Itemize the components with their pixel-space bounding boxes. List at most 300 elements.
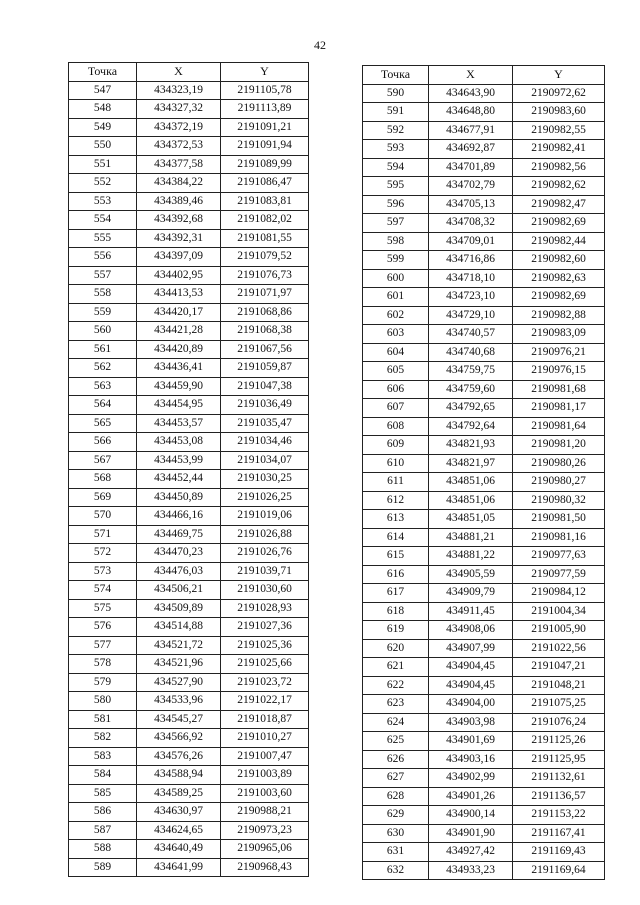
table-row — [363, 473, 605, 492]
point-number-cell: 630 — [363, 824, 429, 843]
y-coordinate-cell: 2191086,47 — [221, 174, 309, 193]
x-coordinate-cell: 434933,23 — [429, 861, 513, 880]
y-coordinate-cell: 2191025,36 — [221, 636, 309, 655]
y-coordinate-cell: 2191068,38 — [221, 322, 309, 341]
point-number-cell: 622 — [363, 676, 429, 695]
table-row — [363, 380, 605, 399]
y-coordinate-cell: 2190982,62 — [513, 177, 605, 196]
table-row — [363, 103, 605, 122]
y-coordinate-cell: 2190980,32 — [513, 491, 605, 510]
y-coordinate-cell: 2190983,60 — [513, 103, 605, 122]
y-coordinate-cell: 2191048,21 — [513, 676, 605, 695]
x-coordinate-cell: 434521,96 — [137, 655, 221, 674]
y-coordinate-cell: 2190982,69 — [513, 214, 605, 233]
point-number-cell: 585 — [69, 784, 137, 803]
point-number-cell: 593 — [363, 140, 429, 159]
table-header-row — [69, 63, 309, 82]
point-number-cell: 571 — [69, 525, 137, 544]
x-coordinate-cell: 434566,92 — [137, 729, 221, 748]
y-coordinate-cell: 2191075,25 — [513, 695, 605, 714]
x-coordinate-cell: 434903,98 — [429, 713, 513, 732]
x-coordinate-cell: 434740,68 — [429, 343, 513, 362]
table-row — [69, 359, 309, 378]
x-coordinate-cell: 434506,21 — [137, 581, 221, 600]
y-coordinate-cell: 2191022,17 — [221, 692, 309, 711]
point-number-cell: 580 — [69, 692, 137, 711]
y-coordinate-cell: 2191105,78 — [221, 81, 309, 100]
x-coordinate-cell: 434643,90 — [429, 84, 513, 103]
x-coordinate-cell: 434372,53 — [137, 137, 221, 156]
y-coordinate-cell: 2190973,23 — [221, 821, 309, 840]
point-number-cell: 607 — [363, 399, 429, 418]
table-row — [363, 362, 605, 381]
table-row — [363, 491, 605, 510]
point-number-cell: 573 — [69, 562, 137, 581]
table-row — [69, 340, 309, 359]
point-number-cell: 621 — [363, 658, 429, 677]
point-number-cell: 623 — [363, 695, 429, 714]
point-number-cell: 631 — [363, 843, 429, 862]
point-number-cell: 591 — [363, 103, 429, 122]
header-point: Точка — [363, 66, 429, 85]
table-row — [363, 214, 605, 233]
point-number-cell: 562 — [69, 359, 137, 378]
x-coordinate-cell: 434392,31 — [137, 229, 221, 248]
y-coordinate-cell: 2191035,47 — [221, 414, 309, 433]
table-row — [69, 840, 309, 859]
y-coordinate-cell: 2191079,52 — [221, 248, 309, 267]
table-row — [69, 229, 309, 248]
point-number-cell: 613 — [363, 510, 429, 529]
table-row — [69, 414, 309, 433]
y-coordinate-cell: 2191047,21 — [513, 658, 605, 677]
x-coordinate-cell: 434729,10 — [429, 306, 513, 325]
point-number-cell: 551 — [69, 155, 137, 174]
table-row — [69, 470, 309, 489]
table-row — [363, 806, 605, 825]
point-number-cell: 594 — [363, 158, 429, 177]
point-number-cell: 572 — [69, 544, 137, 563]
y-coordinate-cell: 2190981,68 — [513, 380, 605, 399]
table-row — [69, 303, 309, 322]
table-row — [69, 858, 309, 877]
table-row — [69, 636, 309, 655]
x-coordinate-cell: 434908,06 — [429, 621, 513, 640]
x-coordinate-cell: 434792,65 — [429, 399, 513, 418]
x-coordinate-cell: 434708,32 — [429, 214, 513, 233]
table-row — [363, 565, 605, 584]
y-coordinate-cell: 2191026,88 — [221, 525, 309, 544]
x-coordinate-cell: 434904,45 — [429, 676, 513, 695]
y-coordinate-cell: 2191004,34 — [513, 602, 605, 621]
y-coordinate-cell: 2190982,69 — [513, 288, 605, 307]
x-coordinate-cell: 434470,23 — [137, 544, 221, 563]
y-coordinate-cell: 2191034,46 — [221, 433, 309, 452]
x-coordinate-cell: 434469,75 — [137, 525, 221, 544]
point-number-cell: 577 — [69, 636, 137, 655]
table-row — [363, 602, 605, 621]
point-number-cell: 557 — [69, 266, 137, 285]
x-coordinate-cell: 434640,49 — [137, 840, 221, 859]
point-number-cell: 549 — [69, 118, 137, 137]
x-coordinate-cell: 434576,26 — [137, 747, 221, 766]
y-coordinate-cell: 2191007,47 — [221, 747, 309, 766]
point-number-cell: 556 — [69, 248, 137, 267]
point-number-cell: 632 — [363, 861, 429, 880]
x-coordinate-cell: 434392,68 — [137, 211, 221, 230]
point-number-cell: 547 — [69, 81, 137, 100]
point-number-cell: 561 — [69, 340, 137, 359]
point-number-cell: 558 — [69, 285, 137, 304]
y-coordinate-cell: 2190968,43 — [221, 858, 309, 877]
y-coordinate-cell: 2191018,87 — [221, 710, 309, 729]
y-coordinate-cell: 2190984,12 — [513, 584, 605, 603]
x-coordinate-cell: 434453,99 — [137, 451, 221, 470]
point-number-cell: 601 — [363, 288, 429, 307]
y-coordinate-cell: 2191003,89 — [221, 766, 309, 785]
table-row — [69, 137, 309, 156]
point-number-cell: 610 — [363, 454, 429, 473]
point-number-cell: 574 — [69, 581, 137, 600]
table-row — [363, 343, 605, 362]
x-coordinate-cell: 434821,97 — [429, 454, 513, 473]
y-coordinate-cell: 2191169,43 — [513, 843, 605, 862]
point-number-cell: 567 — [69, 451, 137, 470]
x-coordinate-cell: 434904,45 — [429, 658, 513, 677]
table-row — [69, 248, 309, 267]
x-coordinate-cell: 434327,32 — [137, 100, 221, 119]
x-coordinate-cell: 434677,91 — [429, 121, 513, 140]
x-coordinate-cell: 434705,13 — [429, 195, 513, 214]
y-coordinate-cell: 2190976,15 — [513, 362, 605, 381]
x-coordinate-cell: 434459,90 — [137, 377, 221, 396]
table-row — [363, 121, 605, 140]
table-row — [69, 451, 309, 470]
table-row — [69, 266, 309, 285]
page-number: 42 — [314, 38, 326, 52]
point-number-cell: 616 — [363, 565, 429, 584]
x-coordinate-cell: 434723,10 — [429, 288, 513, 307]
y-coordinate-cell: 2190980,26 — [513, 454, 605, 473]
y-coordinate-cell: 2191030,60 — [221, 581, 309, 600]
table-row — [69, 710, 309, 729]
table-row — [363, 140, 605, 159]
header-point: Точка — [69, 63, 137, 82]
y-coordinate-cell: 2191125,95 — [513, 750, 605, 769]
y-coordinate-cell: 2191022,56 — [513, 639, 605, 658]
table-row — [69, 488, 309, 507]
point-number-cell: 565 — [69, 414, 137, 433]
y-coordinate-cell: 2191005,90 — [513, 621, 605, 640]
x-coordinate-cell: 434509,89 — [137, 599, 221, 618]
table-row — [363, 528, 605, 547]
y-coordinate-cell: 2191047,38 — [221, 377, 309, 396]
y-coordinate-cell: 2191023,72 — [221, 673, 309, 692]
table-row — [363, 769, 605, 788]
point-number-cell: 582 — [69, 729, 137, 748]
point-number-cell: 560 — [69, 322, 137, 341]
point-number-cell: 603 — [363, 325, 429, 344]
x-coordinate-cell: 434900,14 — [429, 806, 513, 825]
point-number-cell: 584 — [69, 766, 137, 785]
x-coordinate-cell: 434521,72 — [137, 636, 221, 655]
x-coordinate-cell: 434759,60 — [429, 380, 513, 399]
x-coordinate-cell: 434624,65 — [137, 821, 221, 840]
table-row — [69, 433, 309, 452]
point-number-cell: 615 — [363, 547, 429, 566]
x-coordinate-cell: 434911,45 — [429, 602, 513, 621]
table-row — [363, 325, 605, 344]
table-row — [363, 510, 605, 529]
point-number-cell: 559 — [69, 303, 137, 322]
point-number-cell: 618 — [363, 602, 429, 621]
point-number-cell: 625 — [363, 732, 429, 751]
x-coordinate-cell: 434927,42 — [429, 843, 513, 862]
table-row — [69, 618, 309, 637]
table-row — [363, 454, 605, 473]
table-row — [69, 322, 309, 341]
table-row — [363, 177, 605, 196]
x-coordinate-cell: 434821,93 — [429, 436, 513, 455]
y-coordinate-cell: 2190965,06 — [221, 840, 309, 859]
point-number-cell: 627 — [363, 769, 429, 788]
point-number-cell: 596 — [363, 195, 429, 214]
point-number-cell: 611 — [363, 473, 429, 492]
x-coordinate-cell: 434453,57 — [137, 414, 221, 433]
y-coordinate-cell: 2191167,41 — [513, 824, 605, 843]
table-row — [363, 306, 605, 325]
table-row — [69, 100, 309, 119]
x-coordinate-cell: 434740,57 — [429, 325, 513, 344]
y-coordinate-cell: 2190982,56 — [513, 158, 605, 177]
table-row — [363, 547, 605, 566]
x-coordinate-cell: 434420,89 — [137, 340, 221, 359]
y-coordinate-cell: 2191153,22 — [513, 806, 605, 825]
y-coordinate-cell: 2191076,24 — [513, 713, 605, 732]
table-header-row — [363, 66, 605, 85]
point-number-cell: 578 — [69, 655, 137, 674]
x-coordinate-cell: 434514,88 — [137, 618, 221, 637]
x-coordinate-cell: 434630,97 — [137, 803, 221, 822]
y-coordinate-cell: 2190981,20 — [513, 436, 605, 455]
x-coordinate-cell: 434907,99 — [429, 639, 513, 658]
table-row — [363, 676, 605, 695]
x-coordinate-cell: 434323,19 — [137, 81, 221, 100]
x-coordinate-cell: 434648,80 — [429, 103, 513, 122]
x-coordinate-cell: 434901,69 — [429, 732, 513, 751]
table-row — [363, 84, 605, 103]
y-coordinate-cell: 2190982,41 — [513, 140, 605, 159]
x-coordinate-cell: 434905,59 — [429, 565, 513, 584]
point-number-cell: 548 — [69, 100, 137, 119]
point-number-cell: 575 — [69, 599, 137, 618]
x-coordinate-cell: 434902,99 — [429, 769, 513, 788]
y-coordinate-cell: 2191067,56 — [221, 340, 309, 359]
table-row — [69, 211, 309, 230]
point-number-cell: 608 — [363, 417, 429, 436]
y-coordinate-cell: 2190982,44 — [513, 232, 605, 251]
point-number-cell: 602 — [363, 306, 429, 325]
y-coordinate-cell: 2191125,26 — [513, 732, 605, 751]
table-row — [363, 232, 605, 251]
point-number-cell: 617 — [363, 584, 429, 603]
point-number-cell: 587 — [69, 821, 137, 840]
table-row — [363, 584, 605, 603]
x-coordinate-cell: 434389,46 — [137, 192, 221, 211]
y-coordinate-cell: 2191071,97 — [221, 285, 309, 304]
table-row — [69, 155, 309, 174]
point-number-cell: 595 — [363, 177, 429, 196]
table-row — [363, 787, 605, 806]
point-number-cell: 588 — [69, 840, 137, 859]
table-row — [69, 192, 309, 211]
x-coordinate-cell: 434384,22 — [137, 174, 221, 193]
y-coordinate-cell: 2190982,88 — [513, 306, 605, 325]
y-coordinate-cell: 2190977,63 — [513, 547, 605, 566]
table-row — [363, 251, 605, 270]
x-coordinate-cell: 434413,53 — [137, 285, 221, 304]
x-coordinate-cell: 434701,89 — [429, 158, 513, 177]
y-coordinate-cell: 2191010,27 — [221, 729, 309, 748]
x-coordinate-cell: 434759,75 — [429, 362, 513, 381]
header-x: X — [429, 66, 513, 85]
x-coordinate-cell: 434545,27 — [137, 710, 221, 729]
y-coordinate-cell: 2191039,71 — [221, 562, 309, 581]
header-y: Y — [513, 66, 605, 85]
point-number-cell: 576 — [69, 618, 137, 637]
x-coordinate-cell: 434421,28 — [137, 322, 221, 341]
point-number-cell: 563 — [69, 377, 137, 396]
y-coordinate-cell: 2191089,99 — [221, 155, 309, 174]
y-coordinate-cell: 2190981,64 — [513, 417, 605, 436]
table-row — [69, 174, 309, 193]
x-coordinate-cell: 434909,79 — [429, 584, 513, 603]
x-coordinate-cell: 434588,94 — [137, 766, 221, 785]
point-number-cell: 629 — [363, 806, 429, 825]
table-row — [69, 118, 309, 137]
point-number-cell: 590 — [363, 84, 429, 103]
x-coordinate-cell: 434792,64 — [429, 417, 513, 436]
point-number-cell: 581 — [69, 710, 137, 729]
table-row — [363, 658, 605, 677]
x-coordinate-cell: 434881,22 — [429, 547, 513, 566]
point-number-cell: 592 — [363, 121, 429, 140]
table-row — [69, 507, 309, 526]
y-coordinate-cell: 2191091,21 — [221, 118, 309, 137]
point-number-cell: 605 — [363, 362, 429, 381]
point-number-cell: 555 — [69, 229, 137, 248]
x-coordinate-cell: 434436,41 — [137, 359, 221, 378]
table-row — [69, 673, 309, 692]
table-row — [363, 158, 605, 177]
table-row — [69, 729, 309, 748]
y-coordinate-cell: 2191091,94 — [221, 137, 309, 156]
point-number-cell: 564 — [69, 396, 137, 415]
table-row — [363, 639, 605, 658]
table-row — [69, 655, 309, 674]
point-number-cell: 569 — [69, 488, 137, 507]
y-coordinate-cell: 2190982,47 — [513, 195, 605, 214]
point-number-cell: 626 — [363, 750, 429, 769]
y-coordinate-cell: 2190981,16 — [513, 528, 605, 547]
point-number-cell: 599 — [363, 251, 429, 270]
y-coordinate-cell: 2191076,73 — [221, 266, 309, 285]
table-row — [363, 399, 605, 418]
table-row — [363, 621, 605, 640]
table-row — [69, 396, 309, 415]
table-row — [69, 285, 309, 304]
table-row — [363, 732, 605, 751]
x-coordinate-cell: 434851,05 — [429, 510, 513, 529]
point-number-cell: 583 — [69, 747, 137, 766]
header-x: X — [137, 63, 221, 82]
y-coordinate-cell: 2190972,62 — [513, 84, 605, 103]
point-number-cell: 570 — [69, 507, 137, 526]
y-coordinate-cell: 2191083,81 — [221, 192, 309, 211]
point-number-cell: 609 — [363, 436, 429, 455]
point-number-cell: 628 — [363, 787, 429, 806]
table-row — [363, 195, 605, 214]
table-row — [69, 692, 309, 711]
table-row — [69, 81, 309, 100]
x-coordinate-cell: 434402,95 — [137, 266, 221, 285]
point-number-cell: 620 — [363, 639, 429, 658]
y-coordinate-cell: 2190988,21 — [221, 803, 309, 822]
y-coordinate-cell: 2191028,93 — [221, 599, 309, 618]
header-y: Y — [221, 63, 309, 82]
point-number-cell: 589 — [69, 858, 137, 877]
x-coordinate-cell: 434702,79 — [429, 177, 513, 196]
x-coordinate-cell: 434527,90 — [137, 673, 221, 692]
point-number-cell: 566 — [69, 433, 137, 452]
y-coordinate-cell: 2191034,07 — [221, 451, 309, 470]
y-coordinate-cell: 2191169,64 — [513, 861, 605, 880]
x-coordinate-cell: 434851,06 — [429, 473, 513, 492]
y-coordinate-cell: 2190977,59 — [513, 565, 605, 584]
y-coordinate-cell: 2190981,17 — [513, 399, 605, 418]
point-number-cell: 553 — [69, 192, 137, 211]
table-row — [69, 766, 309, 785]
table-row — [69, 599, 309, 618]
x-coordinate-cell: 434903,16 — [429, 750, 513, 769]
x-coordinate-cell: 434641,99 — [137, 858, 221, 877]
y-coordinate-cell: 2190981,50 — [513, 510, 605, 529]
point-number-cell: 586 — [69, 803, 137, 822]
x-coordinate-cell: 434589,25 — [137, 784, 221, 803]
y-coordinate-cell: 2191036,49 — [221, 396, 309, 415]
coordinates-table-right — [362, 65, 605, 880]
table-row — [69, 784, 309, 803]
table-row — [363, 269, 605, 288]
y-coordinate-cell: 2191025,66 — [221, 655, 309, 674]
x-coordinate-cell: 434718,10 — [429, 269, 513, 288]
x-coordinate-cell: 434851,06 — [429, 491, 513, 510]
y-coordinate-cell: 2190980,27 — [513, 473, 605, 492]
x-coordinate-cell: 434533,96 — [137, 692, 221, 711]
point-number-cell: 598 — [363, 232, 429, 251]
table-row — [69, 544, 309, 563]
y-coordinate-cell: 2191068,86 — [221, 303, 309, 322]
y-coordinate-cell: 2190982,55 — [513, 121, 605, 140]
table-row — [69, 377, 309, 396]
table-row — [69, 803, 309, 822]
x-coordinate-cell: 434692,87 — [429, 140, 513, 159]
x-coordinate-cell: 434901,90 — [429, 824, 513, 843]
table-row — [363, 695, 605, 714]
y-coordinate-cell: 2190982,60 — [513, 251, 605, 270]
x-coordinate-cell: 434716,86 — [429, 251, 513, 270]
table-row — [69, 581, 309, 600]
